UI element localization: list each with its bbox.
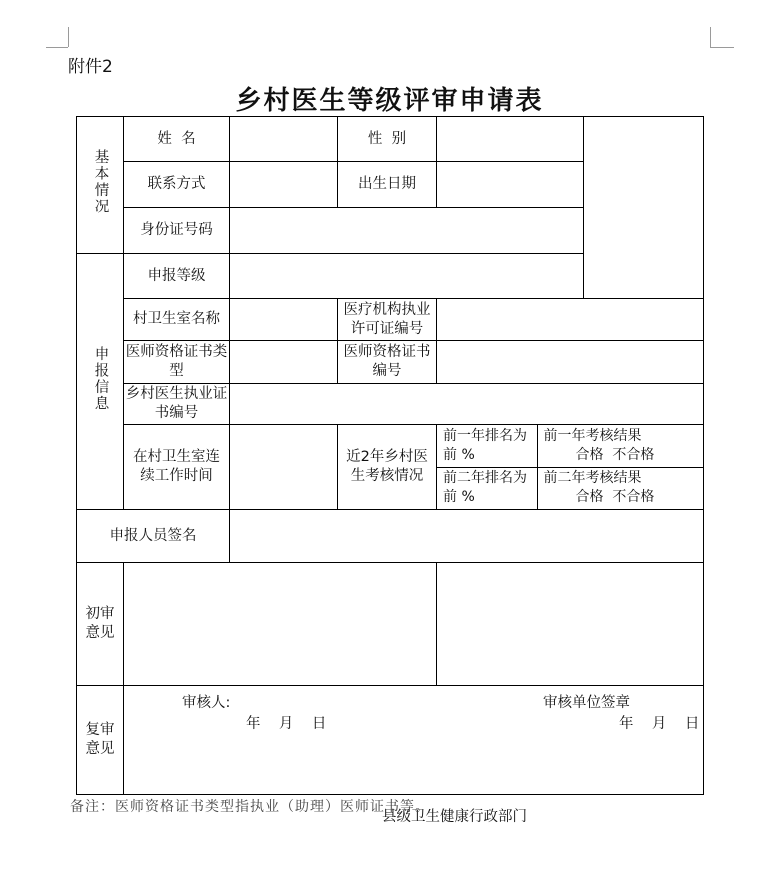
label-contact: 联系方式: [124, 162, 230, 208]
section-basic: 基本情况: [77, 117, 124, 254]
label-cert-type: 医师资格证书类型: [124, 341, 230, 384]
label-level: 申报等级: [124, 254, 230, 299]
page-title: 乡村医生等级评审申请表: [235, 86, 544, 116]
review-date-left: 年 月 日: [246, 716, 327, 732]
first-review-opinion[interactable]: [124, 563, 437, 732]
label-clinic-name: 村卫生室名称: [124, 299, 230, 341]
value-practice-cert-no[interactable]: [230, 384, 704, 425]
first-review-seal[interactable]: [437, 563, 704, 732]
label-first-review: 初审意见: [77, 563, 124, 686]
county-department-label: 县级卫生健康行政部门: [382, 809, 527, 825]
result-prev-two-years-label: 前二年考核结果: [543, 470, 642, 487]
label-birth: 出生日期: [338, 162, 437, 208]
label-assessment: 近2年乡村医生考核情况: [338, 425, 437, 510]
value-id-number[interactable]: [230, 208, 584, 254]
label-signature: 申报人员签名: [77, 510, 230, 563]
value-name[interactable]: [230, 117, 338, 162]
label-practice-cert-no: 乡村医生执业证书编号: [124, 384, 230, 425]
value-cert-type[interactable]: [230, 341, 338, 384]
section-apply: 申报信息: [77, 254, 124, 510]
label-work-time: 在村卫生室连续工作时间: [124, 425, 230, 510]
value-level[interactable]: [230, 254, 584, 299]
unit-seal-label: 审核单位签章: [543, 695, 630, 711]
result-prev-year-label: 前一年考核结果: [543, 427, 642, 444]
value-cert-no[interactable]: [437, 341, 704, 384]
value-signature[interactable]: [230, 510, 704, 563]
value-contact[interactable]: [230, 162, 338, 208]
result-prev-two-years[interactable]: [537, 467, 703, 509]
crop-mark-left-v: [68, 27, 69, 47]
review-date-right: 年 月 日: [619, 716, 700, 732]
value-birth[interactable]: [437, 162, 584, 208]
result-prev-year[interactable]: [537, 425, 703, 467]
reviewer-label: 审核人:: [182, 695, 231, 711]
assessment-grid: [437, 425, 704, 510]
result-prev-two-years-options[interactable]: 合格 不合格: [575, 489, 655, 506]
photo-box[interactable]: [584, 117, 704, 299]
rank-prev-two-years[interactable]: 前二年排名为前 %: [437, 467, 537, 509]
crop-mark-left-h: [46, 47, 68, 48]
label-name: 姓 名: [124, 117, 230, 162]
value-clinic-name[interactable]: [230, 299, 338, 341]
crop-mark-right-h: [710, 47, 734, 48]
rank-prev-year[interactable]: 前一年排名为前 %: [437, 425, 537, 467]
label-license-no: 医疗机构执业许可证编号: [338, 299, 437, 341]
label-id-number: 身份证号码: [124, 208, 230, 254]
value-license-no[interactable]: [437, 299, 704, 341]
value-gender[interactable]: [437, 117, 584, 162]
result-prev-year-options[interactable]: 合格 不合格: [575, 446, 655, 463]
attachment-label: 附件2: [68, 57, 113, 77]
label-cert-no: 医师资格证书编号: [338, 341, 437, 384]
footnote: 备注：医师资格证书类型指执业（助理）医师证书等。: [70, 799, 430, 815]
crop-mark-right-v: [710, 27, 711, 47]
label-gender: 性 别: [338, 117, 437, 162]
value-work-time[interactable]: [230, 425, 338, 510]
label-second-review: 复审意见: [77, 686, 124, 795]
